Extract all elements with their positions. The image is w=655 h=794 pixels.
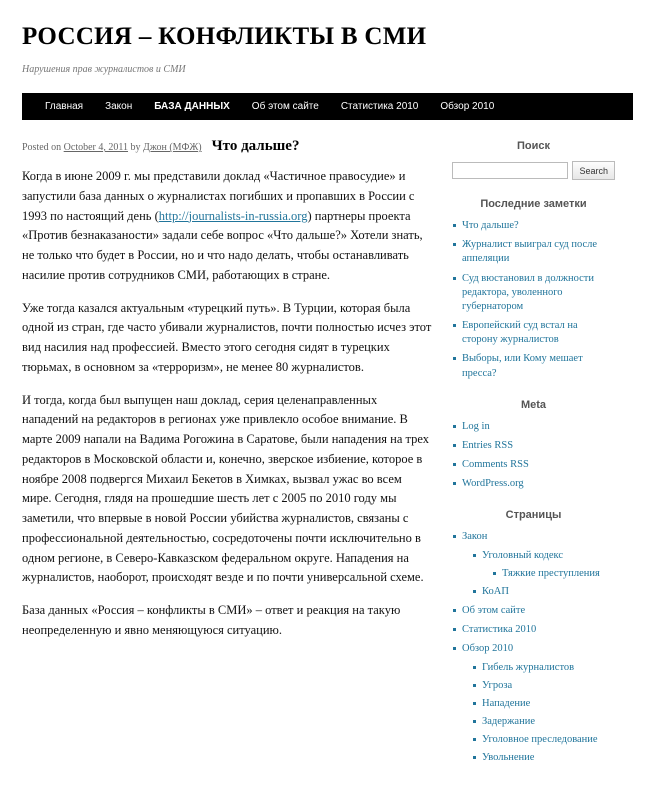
nav-item-law[interactable]: Закон (105, 101, 133, 112)
post-date-link[interactable]: October 4, 2011 (63, 142, 129, 153)
list-item[interactable] (472, 715, 615, 729)
page-link-koap[interactable]: КоАП (482, 585, 509, 597)
recent-post-link[interactable]: Журналист выиграл суд после аппеляции (462, 239, 598, 265)
page-link-dismissal[interactable]: Увольнение (482, 752, 535, 764)
list-item[interactable] (452, 530, 615, 599)
pages-widget (452, 509, 615, 765)
main-navigation (22, 93, 633, 120)
meta-link-comments-rss[interactable]: Comments RSS (462, 459, 529, 471)
search-widget (452, 140, 615, 180)
meta-link-entries-rss[interactable]: Entries RSS (462, 439, 514, 451)
meta-widget-title: Meta (520, 398, 547, 411)
nav-item-review-2010[interactable]: Обзор 2010 (440, 101, 495, 112)
main-content (22, 138, 452, 654)
recent-posts-widget (452, 198, 615, 381)
search-widget-title: Поиск (516, 140, 550, 152)
meta-link-login[interactable]: Log in (462, 420, 490, 432)
pages-sublist-law (462, 549, 615, 600)
recent-post-link[interactable]: Европейский суд встал на сторону журналистов (462, 320, 578, 346)
list-item[interactable] (472, 733, 615, 747)
post-meta-by: by (130, 142, 141, 153)
recent-post-link[interactable]: Что дальше? (462, 220, 519, 231)
page-link-prosecution[interactable]: Уголовное преследование (482, 734, 598, 746)
nav-item-home[interactable]: Главная (45, 101, 84, 112)
post-paragraph-3: И тогда, когда был выпущен наш доклад, серия целенаправленных нападений на редакторов в регионах уже привлекло особое внимание. В марте 2009 напали на Вадима Рогожина в Саратове, были нападения на трех редакторов в Московской области и, конечно, зверское избиение, которое в ноябре 2008 подвергся Михаил Бекетов в Химках, вызвал ужас во всем мире. Сегодня, глядя на прошедшие шесть лет с 2005 по 2010 году мы заметили, что впервые в новой России убийства журналистов, связаны с профессиональной деятельностью, сосредоточены почти исключительно в одном регионе, в Северо-Кавказском федеральном округе. Нападения на журналистов, наоборот, происходят везде и по почти универсальной схеме. (22, 392, 430, 585)
post-meta (22, 142, 202, 153)
list-item[interactable] (472, 679, 615, 693)
pages-list (452, 530, 615, 765)
page-link-law[interactable]: Закон (462, 531, 488, 543)
journalists-in-russia-link[interactable]: http://journalists-in-russia.org (158, 208, 308, 223)
list-item[interactable] (452, 458, 615, 472)
meta-link-wordpress[interactable]: WordPress.org (462, 478, 524, 490)
post-header (22, 138, 434, 155)
list-item[interactable] (452, 352, 615, 380)
list-item[interactable] (452, 272, 615, 315)
post-meta-posted-on: Posted on (22, 142, 62, 153)
list-item[interactable] (452, 420, 615, 434)
recent-post-link[interactable]: Выборы, или Кому мешает пресса? (462, 353, 583, 379)
list-item[interactable] (472, 585, 615, 599)
nav-item-database[interactable]: БАЗА ДАННЫХ (154, 101, 230, 112)
recent-posts-title: Последние заметки (480, 198, 587, 210)
list-item[interactable] (472, 697, 615, 711)
recent-post-link[interactable]: Суд вюстановил в должности редактора, уволенного губернатором (462, 272, 594, 312)
search-button[interactable]: Search (572, 161, 615, 180)
list-item[interactable] (472, 549, 615, 581)
post-paragraph-1 (22, 167, 434, 286)
page-link-detention[interactable]: Задержание (482, 716, 535, 728)
page-link-threat[interactable]: Угроза (482, 679, 513, 691)
page-link-grave-crimes[interactable]: Тяжкие преступления (502, 567, 600, 579)
page-link-statistics-2010[interactable]: Статистика 2010 (462, 624, 537, 636)
page-link-about[interactable]: Об этом сайте (462, 605, 526, 617)
search-row (452, 161, 615, 180)
list-item[interactable] (452, 642, 615, 765)
site-description: Нарушения прав журналистов и СМИ (22, 64, 186, 75)
list-item[interactable] (492, 567, 615, 581)
list-item[interactable] (452, 219, 615, 233)
page-link-review-2010[interactable]: Обзор 2010 (462, 643, 514, 655)
post-title: Что дальше? (211, 138, 300, 154)
pages-sublist-review-2010 (462, 661, 615, 766)
page-link-attack[interactable]: Нападение (482, 697, 531, 709)
nav-item-about[interactable]: Об этом сайте (251, 101, 319, 112)
search-input[interactable] (452, 162, 568, 179)
sidebar (452, 138, 615, 784)
recent-posts-list (452, 219, 615, 381)
list-item[interactable] (452, 238, 615, 266)
list-item[interactable] (472, 751, 615, 765)
list-item[interactable] (452, 604, 615, 618)
page-link-deaths[interactable]: Гибель журналистов (482, 661, 575, 673)
post-paragraph-4: База данных «Россия – конфликты в СМИ» – ответ и реакция на такую неопределенную и явно меняющуюся ситуацию. (22, 603, 401, 637)
list-item[interactable] (452, 439, 615, 453)
meta-widget (452, 399, 615, 492)
site-title[interactable]: РОССИЯ – КОНФЛИКТЫ В СМИ (22, 23, 427, 50)
page-link-criminal-code[interactable]: Уголовный кодекс (482, 549, 564, 561)
post-paragraph-1-part2: ) партнеры проекта «Против безнаказаности» задали себе вопрос «Что дальше?» Хотели знать, не только что будет в России, но и что надо делать, чтобы останавливать насилие против сотрудников СМИ, работающих в стране. (22, 208, 423, 282)
list-item[interactable] (452, 477, 615, 491)
pages-sublist-criminal-code (482, 567, 615, 581)
post-author-link[interactable]: Джон (МФЖ) (143, 142, 202, 153)
content-wrapper (0, 138, 655, 784)
post-paragraph-1-part1: Когда в июне 2009 г. мы представили доклад «Частичное правосудие» и запустили база данных о журналистах погибших и пропавших в России с 1993 по настоящий день ( (22, 169, 415, 223)
post-paragraph-2: Уже тогда казался актуальным «турецкий путь». В Турции, которая была одной из стран, где часто убивали журналистов, почти полностью исчез этот вид насилия над профессией. Вместо этого сегодня сидят в турецких тюрьмах, в основном за «терроризм», не менее 80 журналистов. (22, 300, 432, 374)
meta-list (452, 420, 615, 492)
list-item[interactable] (472, 661, 615, 675)
list-item[interactable] (452, 319, 615, 347)
site-header (0, 0, 655, 75)
nav-item-statistics-2010[interactable]: Статистика 2010 (340, 101, 419, 112)
pages-widget-title: Страницы (505, 509, 562, 522)
list-item[interactable] (452, 623, 615, 637)
post-body (22, 167, 434, 641)
